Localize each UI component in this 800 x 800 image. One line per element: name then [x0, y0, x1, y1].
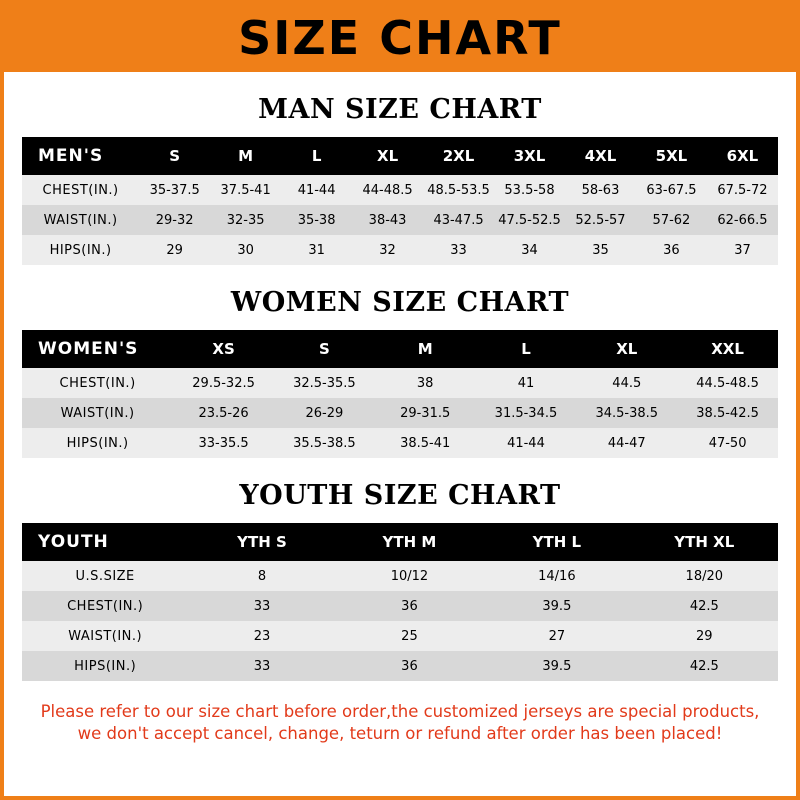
table-row	[22, 428, 778, 458]
table-cell: 35-37.5	[139, 175, 210, 205]
table-cell: 32	[352, 235, 423, 265]
women-header-label: WOMEN'S	[22, 330, 173, 368]
table-cell: 41-44	[281, 175, 352, 205]
table-cell: 25	[336, 621, 483, 651]
table-cell: 41	[476, 368, 577, 398]
footer-note-line1: Please refer to our size chart before order,the customized jerseys are special products,	[40, 702, 760, 721]
women-table-header	[22, 330, 778, 368]
table-row	[22, 398, 778, 428]
youth-table-header	[22, 523, 778, 561]
men-col-s: S	[139, 137, 210, 175]
footer-note	[22, 701, 778, 746]
men-col-4xl: 4XL	[565, 137, 636, 175]
table-cell: 31.5-34.5	[476, 398, 577, 428]
table-cell: 48.5-53.5	[423, 175, 494, 205]
table-cell: 32-35	[210, 205, 281, 235]
table-cell: 33-35.5	[173, 428, 274, 458]
table-cell: 37	[707, 235, 778, 265]
men-row-label-chest: CHEST(IN.)	[22, 175, 139, 205]
men-table-header	[22, 137, 778, 175]
table-cell: 52.5-57	[565, 205, 636, 235]
table-header-row	[22, 523, 778, 561]
table-cell: 43-47.5	[423, 205, 494, 235]
table-cell: 29	[631, 621, 778, 651]
women-col-xs: XS	[173, 330, 274, 368]
table-cell: 67.5-72	[707, 175, 778, 205]
table-cell: 38	[375, 368, 476, 398]
table-cell: 42.5	[631, 651, 778, 681]
table-cell: 44.5	[576, 368, 677, 398]
table-cell: 29-31.5	[375, 398, 476, 428]
women-row-label-hips: HIPS(IN.)	[22, 428, 173, 458]
youth-row-label-hips: HIPS(IN.)	[22, 651, 188, 681]
youth-table-body	[22, 561, 778, 681]
table-cell: 35	[565, 235, 636, 265]
youth-col-m: YTH M	[336, 523, 483, 561]
table-row	[22, 561, 778, 591]
table-cell: 34.5-38.5	[576, 398, 677, 428]
table-cell: 36	[336, 651, 483, 681]
table-cell: 36	[636, 235, 707, 265]
table-cell: 36	[336, 591, 483, 621]
table-cell: 53.5-58	[494, 175, 565, 205]
content-area	[4, 94, 796, 746]
table-row	[22, 175, 778, 205]
table-cell: 23	[188, 621, 335, 651]
table-cell: 33	[188, 591, 335, 621]
section-title-women: WOMEN SIZE CHART	[230, 287, 570, 318]
table-cell: 8	[188, 561, 335, 591]
men-col-l: L	[281, 137, 352, 175]
women-row-label-waist: WAIST(IN.)	[22, 398, 173, 428]
footer-note-line2: we don't accept cancel, change, teturn or refund after order has been placed!	[77, 724, 723, 744]
page-title: SIZE CHART	[238, 11, 562, 65]
women-col-s: S	[274, 330, 375, 368]
men-table-body	[22, 175, 778, 265]
table-cell: 33	[423, 235, 494, 265]
youth-row-label-chest: CHEST(IN.)	[22, 591, 188, 621]
men-col-2xl: 2XL	[423, 137, 494, 175]
section-title-men: MAN SIZE CHART	[258, 94, 542, 125]
women-col-m: M	[375, 330, 476, 368]
table-cell: 29.5-32.5	[173, 368, 274, 398]
table-cell: 27	[483, 621, 630, 651]
table-cell: 23.5-26	[173, 398, 274, 428]
table-cell: 37.5-41	[210, 175, 281, 205]
youth-col-xl: YTH XL	[631, 523, 778, 561]
men-size-table	[22, 137, 778, 265]
table-cell: 38.5-42.5	[677, 398, 778, 428]
women-table-body	[22, 368, 778, 458]
table-cell: 38.5-41	[375, 428, 476, 458]
women-row-label-chest: CHEST(IN.)	[22, 368, 173, 398]
table-cell: 18/20	[631, 561, 778, 591]
men-row-label-hips: HIPS(IN.)	[22, 235, 139, 265]
youth-header-label: YOUTH	[22, 523, 188, 561]
men-col-6xl: 6XL	[707, 137, 778, 175]
table-cell: 35.5-38.5	[274, 428, 375, 458]
table-cell: 31	[281, 235, 352, 265]
men-row-label-waist: WAIST(IN.)	[22, 205, 139, 235]
table-cell: 44-47	[576, 428, 677, 458]
table-row	[22, 235, 778, 265]
table-cell: 47-50	[677, 428, 778, 458]
table-cell: 39.5	[483, 651, 630, 681]
men-col-m: M	[210, 137, 281, 175]
women-col-xl: XL	[576, 330, 677, 368]
table-cell: 35-38	[281, 205, 352, 235]
table-cell: 34	[494, 235, 565, 265]
women-size-table	[22, 330, 778, 458]
table-cell: 63-67.5	[636, 175, 707, 205]
table-cell: 38-43	[352, 205, 423, 235]
table-header-row	[22, 137, 778, 175]
table-cell: 30	[210, 235, 281, 265]
section-title-youth: YOUTH SIZE CHART	[239, 480, 561, 511]
table-header-row	[22, 330, 778, 368]
youth-col-l: YTH L	[483, 523, 630, 561]
women-col-xxl: XXL	[677, 330, 778, 368]
table-cell: 29-32	[139, 205, 210, 235]
men-col-5xl: 5XL	[636, 137, 707, 175]
women-col-l: L	[476, 330, 577, 368]
table-row	[22, 621, 778, 651]
table-cell: 44.5-48.5	[677, 368, 778, 398]
table-cell: 44-48.5	[352, 175, 423, 205]
table-cell: 57-62	[636, 205, 707, 235]
table-cell: 41-44	[476, 428, 577, 458]
table-cell: 26-29	[274, 398, 375, 428]
table-cell: 58-63	[565, 175, 636, 205]
men-col-xl: XL	[352, 137, 423, 175]
table-row	[22, 591, 778, 621]
youth-col-s: YTH S	[188, 523, 335, 561]
table-cell: 29	[139, 235, 210, 265]
youth-row-label-waist: WAIST(IN.)	[22, 621, 188, 651]
table-row	[22, 651, 778, 681]
youth-row-label-ussize: U.S.SIZE	[22, 561, 188, 591]
header-band	[4, 4, 796, 72]
men-header-label: MEN'S	[22, 137, 139, 175]
table-cell: 10/12	[336, 561, 483, 591]
table-cell: 42.5	[631, 591, 778, 621]
table-cell: 14/16	[483, 561, 630, 591]
table-cell: 62-66.5	[707, 205, 778, 235]
table-row	[22, 368, 778, 398]
table-row	[22, 205, 778, 235]
men-col-3xl: 3XL	[494, 137, 565, 175]
youth-size-table	[22, 523, 778, 681]
table-cell: 32.5-35.5	[274, 368, 375, 398]
table-cell: 33	[188, 651, 335, 681]
table-cell: 39.5	[483, 591, 630, 621]
table-cell: 47.5-52.5	[494, 205, 565, 235]
